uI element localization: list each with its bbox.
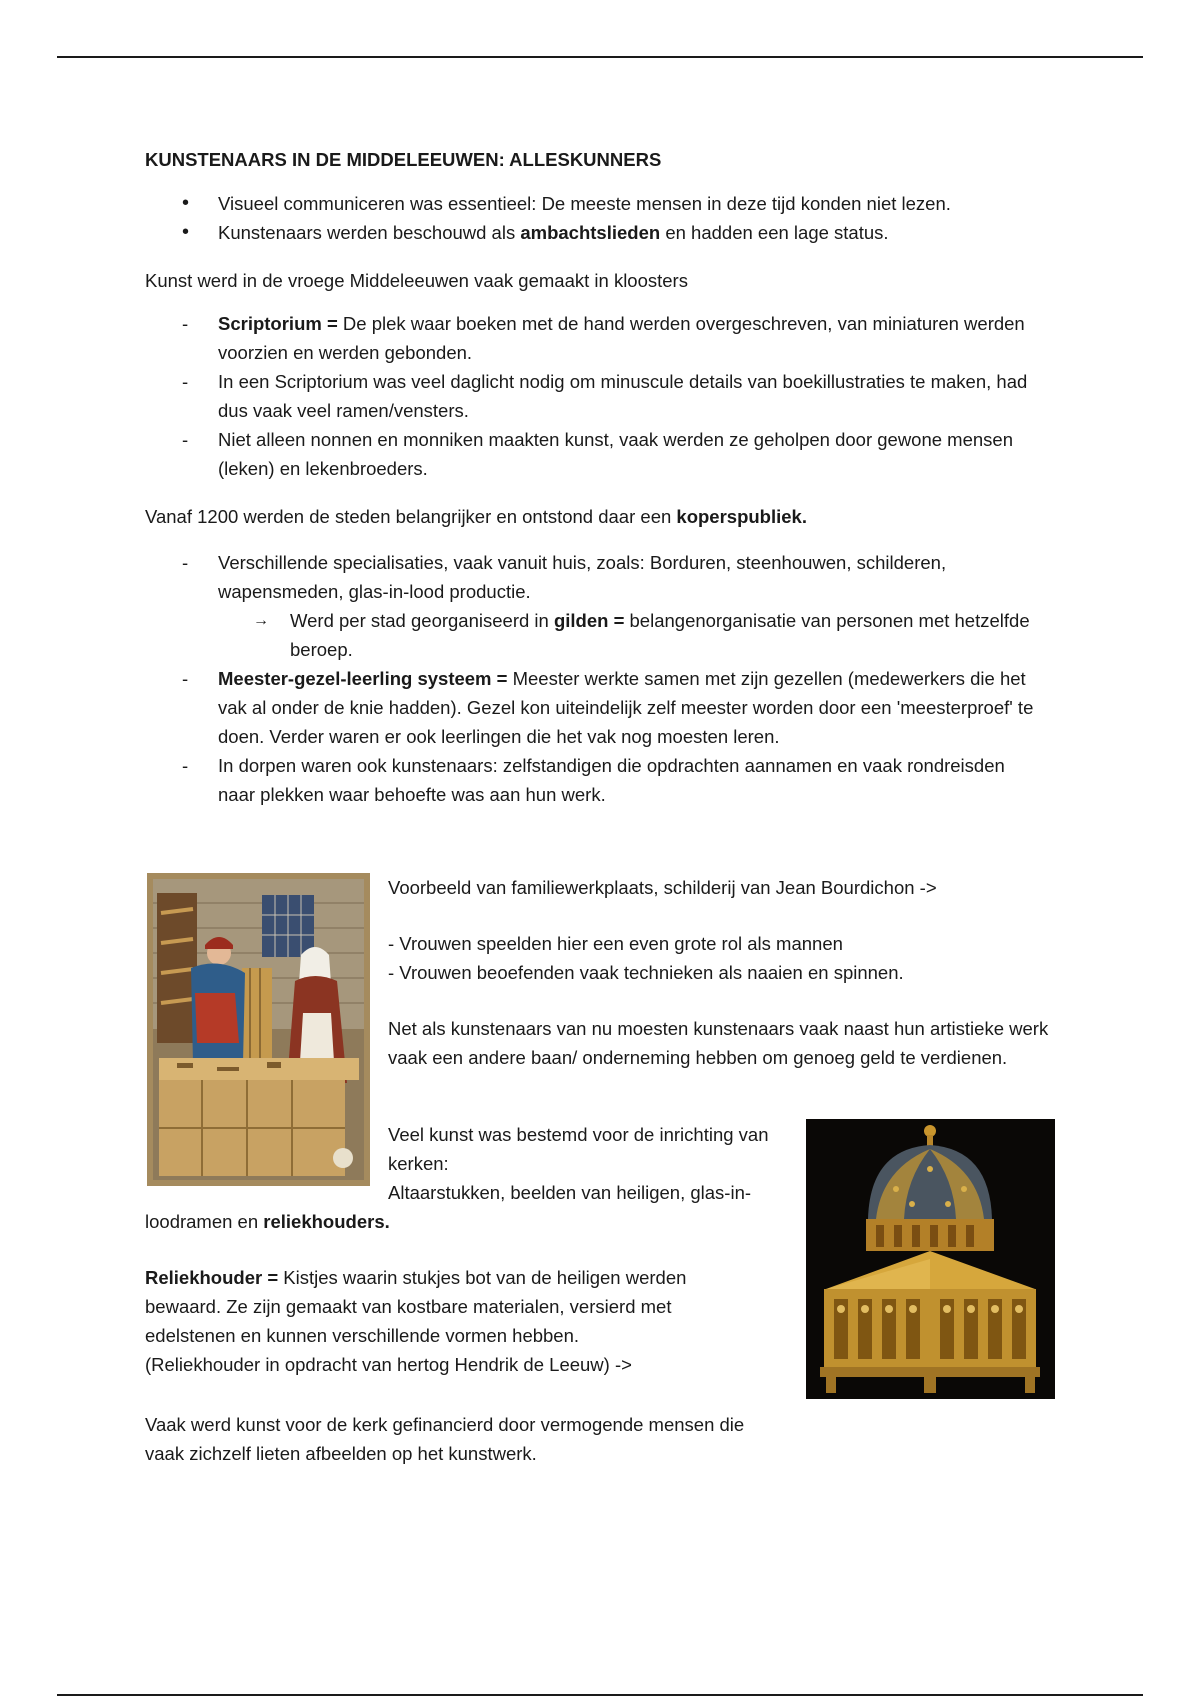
bullet-item (145, 218, 1075, 247)
sublist-item (145, 606, 1040, 664)
church-art-text: Veel kunst was bestemd voor de inrichting van kerken: (388, 1124, 769, 1174)
women-note-line: - Vrouwen speelden hier een even grote rol als mannen (388, 933, 843, 954)
scriptorium-list (145, 309, 1040, 483)
bottom-rule (57, 1694, 1143, 1696)
list-item (145, 309, 1040, 367)
bullet-item (145, 189, 1075, 218)
term-gilden: gilden = (553, 610, 625, 631)
workshop-painting-image (147, 873, 370, 1186)
women-note-line: - Vrouwen beoefenden vaak technieken als naaien en spinnen. (388, 962, 904, 983)
list-item-text: Verschillende specialisaties, vaak vanuit huis, zoals: Borduren, steenhouwen, schilderen, wapensmeden, glas-in-lood productie. (218, 552, 947, 602)
specialisation-list (145, 548, 1040, 809)
list-item (145, 664, 1040, 751)
painting-caption: Voorbeeld van familiewerkplaats, schilderij van Jean Bourdichon -> (388, 877, 937, 898)
intro-bullet-list (145, 189, 1075, 247)
paragraph-other-work: Net als kunstenaars van nu moesten kunstenaars vaak naast hun artistieke werk vaak een andere baan/ onderneming hebben om genoeg geld te verdienen. (388, 1018, 1049, 1068)
term-reliekhouder: Reliekhouder = (145, 1267, 279, 1288)
dash-list (145, 664, 1040, 809)
list-item-text: Niet alleen nonnen en monniken maakten kunst, vaak werden ze geholpen door gewone mensen (leken) en lekenbroeders. (218, 429, 1014, 479)
definition-text: Kistjes waarin stukjes bot van de heiligen werden bewaard. Ze zijn gemaakt van kostbare materialen, versierd met edelstenen en kunnen verschillende vormen hebben. (145, 1267, 687, 1346)
list-item (145, 367, 1040, 425)
list-item (145, 425, 1040, 483)
paragraph-church-art-end (145, 1207, 390, 1236)
reliquary-illustration (806, 1119, 1055, 1399)
paragraph-church-art (388, 1120, 798, 1207)
top-rule (57, 56, 1143, 58)
term-meester-gezel: Meester-gezel-leerling systeem = (218, 668, 508, 689)
church-art-text: Altaarstukken, beelden van heiligen, glas-in- (388, 1182, 752, 1203)
reliquary-image (806, 1119, 1055, 1399)
workshop-painting-illustration (147, 873, 370, 1186)
reliquary-caption: (Reliekhouder in opdracht van hertog Hendrik de Leeuw) -> (145, 1354, 632, 1375)
women-notes (388, 929, 1088, 987)
bullet-bold-term: ambachtslieden (520, 222, 661, 243)
bullet-text: Kunstenaars werden beschouwd als (218, 222, 521, 243)
page-heading: KUNSTENAARS IN DE MIDDELEEUWEN: ALLESKUNNERS (145, 149, 662, 170)
paragraph-cities (145, 502, 1045, 531)
paragraph-funding: Vaak werd kunst voor de kerk gefinancierd door vermogende mensen die vaak zichzelf lieten afbeelden op het kunstwerk. (145, 1414, 745, 1464)
reliekhouder-definition (145, 1263, 765, 1350)
term-scriptorium: Scriptorium = (218, 313, 338, 334)
list-item-text: Meester werkte samen met zijn gezellen (medewerkers die het vak al onder de knie hadden). Gezel kon uiteindelijk zelf meester worden door een 'meesterproef' te doen. Verder waren er ook leerlingen die het vak nog moesten leren. (218, 668, 1034, 747)
paragraph-reliekhouder (145, 1263, 765, 1379)
term-reliekhouders: reliekhouders. (263, 1211, 390, 1232)
sublist-text: Werd per stad georganiseerd in (290, 610, 554, 631)
list-item (145, 548, 1040, 606)
bullet-text: en hadden een lage status. (660, 222, 889, 243)
bullet-text: Visueel communiceren was essentieel: De meeste mensen in deze tijd konden niet lezen. (218, 193, 951, 214)
paragraph-monasteries: Kunst werd in de vroege Middeleeuwen vaak gemaakt in kloosters (145, 270, 688, 291)
list-item-text: In dorpen waren ook kunstenaars: zelfstandigen die opdrachten aannamen en vaak rondreisden naar plekken waar behoefte was aan hun werk. (218, 755, 1005, 805)
term-koperspubliek: koperspubliek. (676, 506, 807, 527)
list-item (145, 751, 1040, 809)
list-item-text: In een Scriptorium was veel daglicht nodig om minuscule details van boekillustraties te maken, had dus vaak veel ramen/vensters. (218, 371, 1028, 421)
list-item-text: De plek waar boeken met de hand werden overgeschreven, van miniaturen werden voorzien en werden gebonden. (218, 313, 1025, 363)
arrow-sublist (145, 606, 1040, 664)
dash-list (145, 548, 1040, 606)
sublist-text: belangenorganisatie van personen met hetzelfde beroep. (290, 610, 1030, 660)
church-art-text: loodramen en (145, 1211, 264, 1232)
paragraph-text: Vanaf 1200 werden de steden belangrijker en ontstond daar een (145, 506, 677, 527)
